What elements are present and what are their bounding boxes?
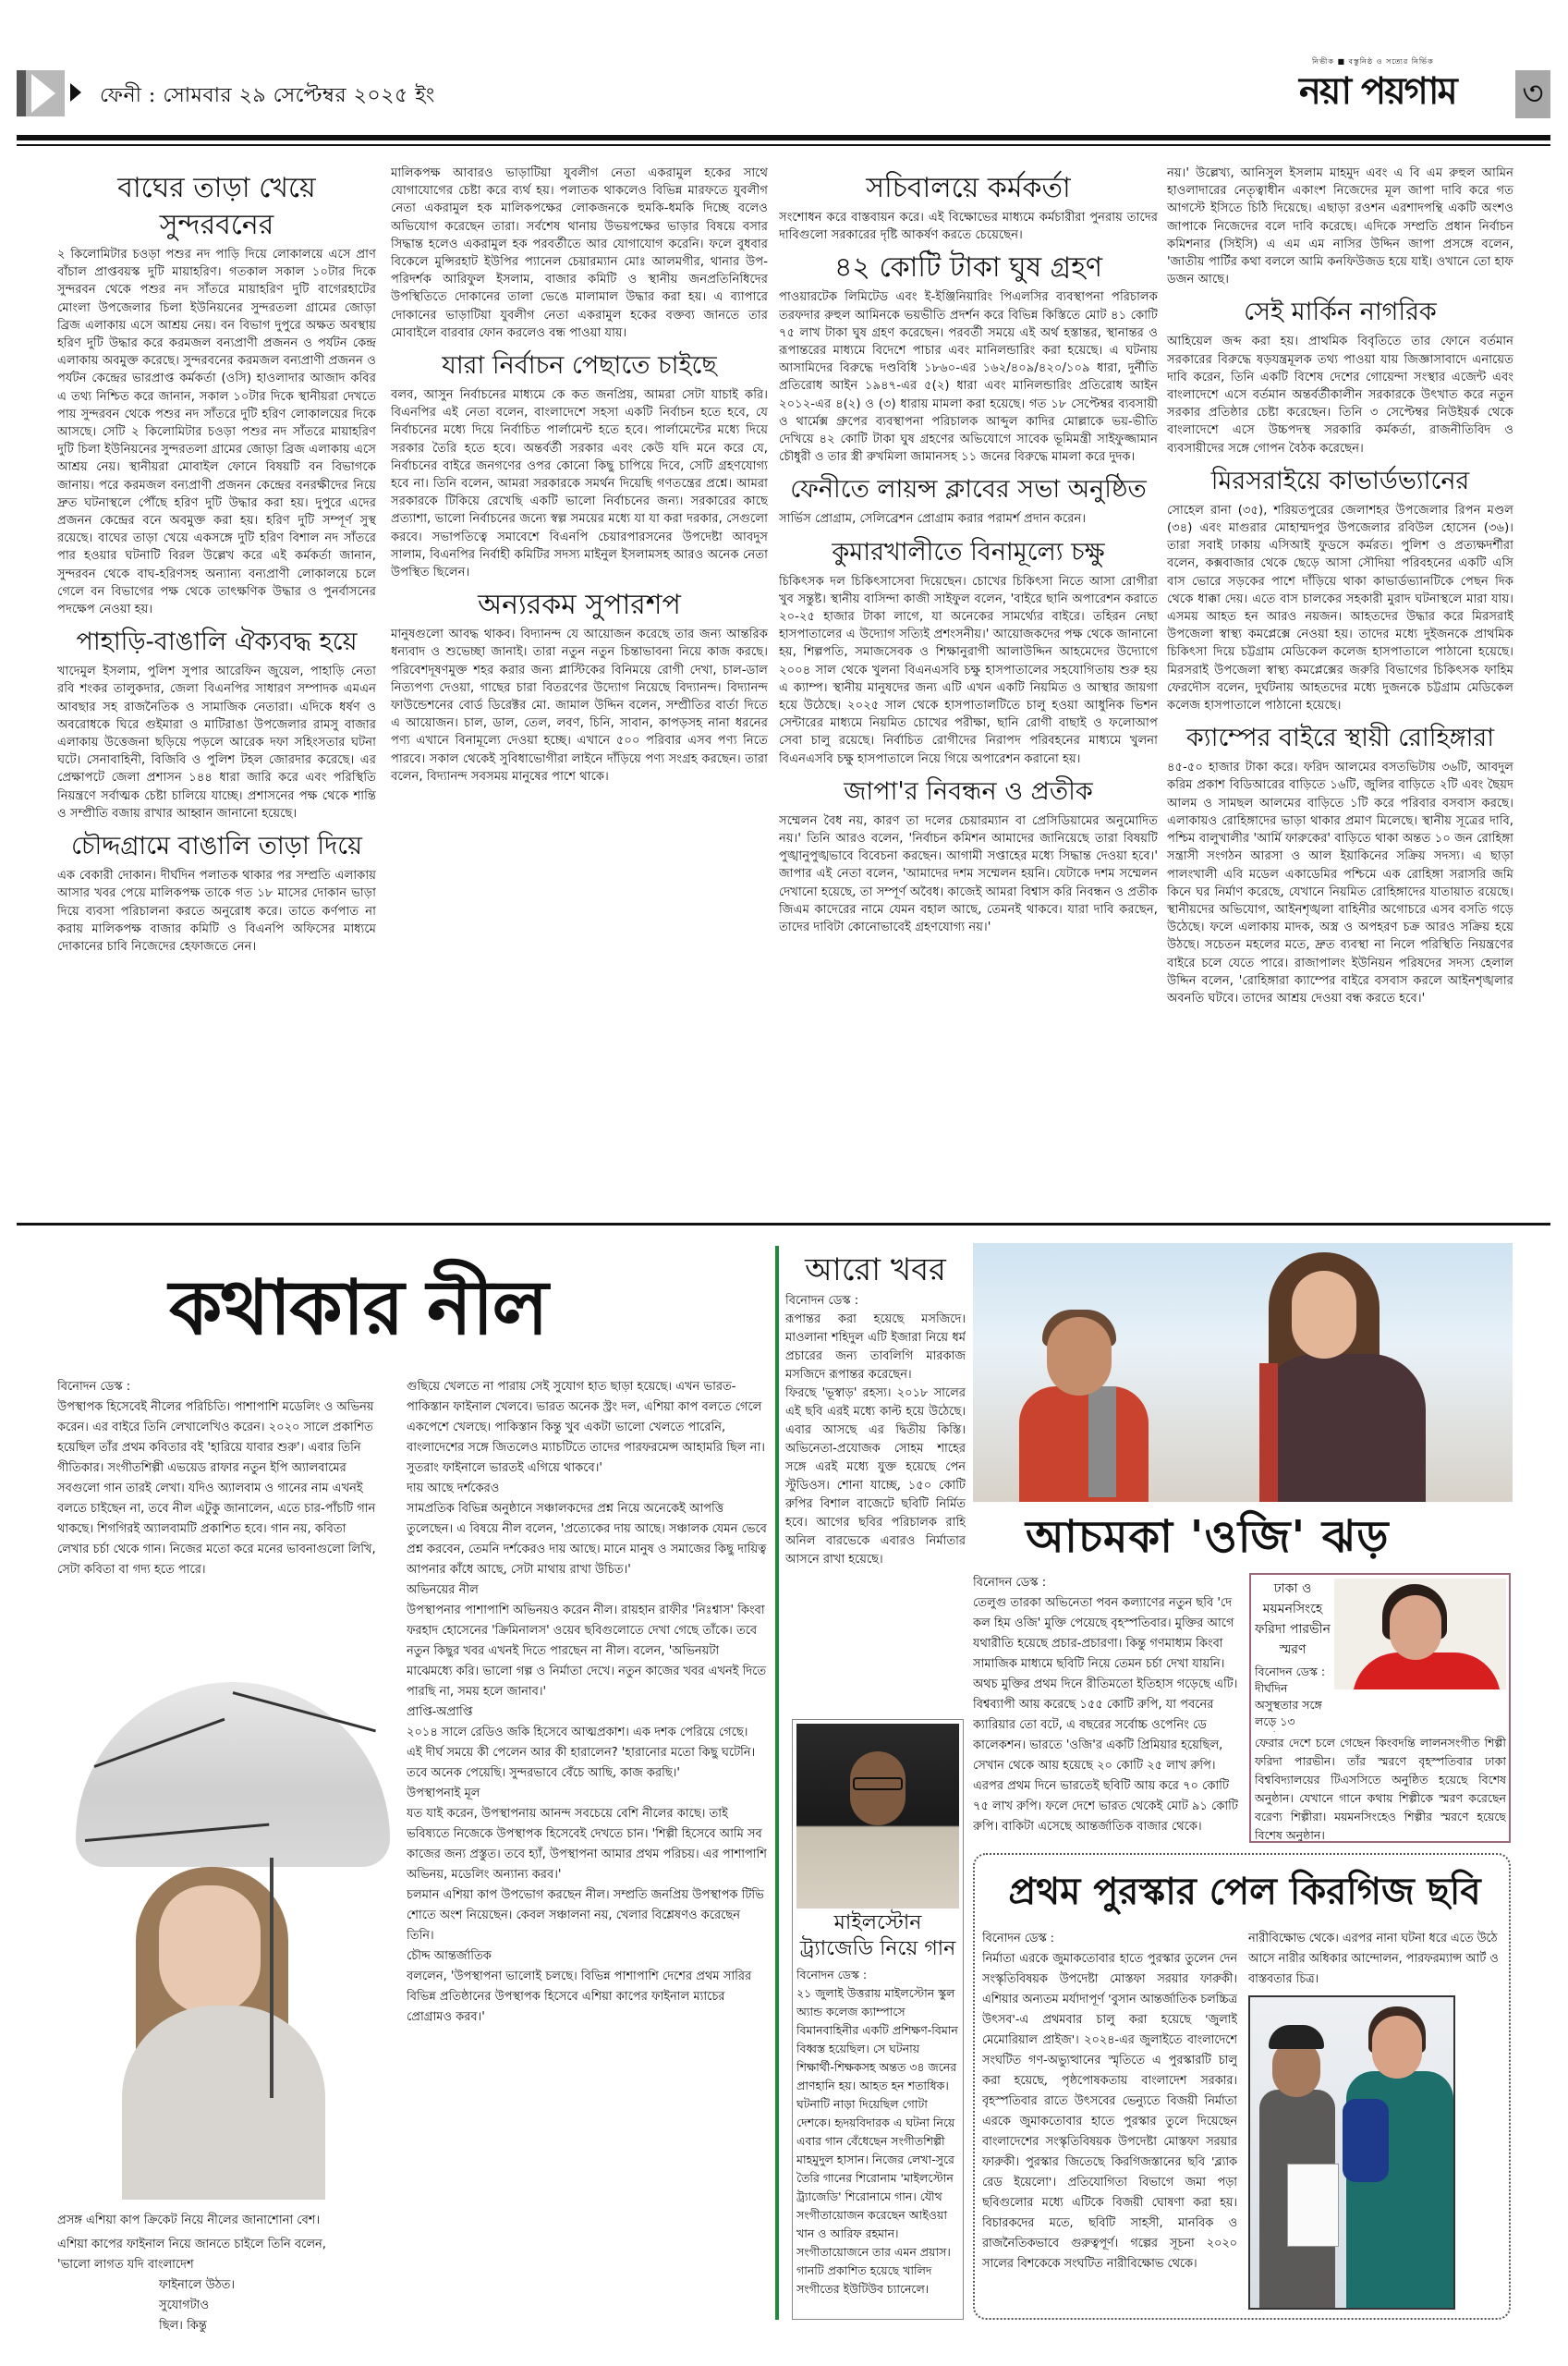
logo-name: নয়া পয়গাম bbox=[1299, 69, 1456, 113]
caption-line: এশিয়া কাপের ফাইনাল নিয়ে জানতে চাইলে তিনি বলেন, bbox=[57, 2238, 326, 2251]
headline-supershop: অন্যরকম সুপারশপ bbox=[478, 589, 681, 622]
photo-actress bbox=[1232, 1252, 1453, 1502]
desk-label: বিনোদন ডেস্ক : bbox=[1255, 1665, 1326, 1678]
article-rohingya-body: ৪৫-৫০ হাজার টাকা করে। ফরিদ আলমের বসতভিটায় ৩৬টি, আবদুল করিম প্রকাশ বিডিআরের বাড়িতে ১৬টি, জুলির বাড়িতে ২টি এবং ছৈয়দ আলম ও সামছল আলমের বাড়িতে ১টি করে পরিবার বসবাস করছে। এলাকায়ও রোহিঙ্গাদের ভাড়া থাকার প্রমাণ মিলেছে। স্থানীয় সূত্রের দাবি, পশ্চিম বালুখালীর 'আর্মি ফারুকের' বাড়িতে থাকা অন্তত ১০ জন রোহিঙ্গা সন্ত্রাসী সংগঠন আরসা ও আল ইয়াকিনের সক্রিয় সদস্য। এ ছাড়া পালংখালী এবি মডেল একাডেমির পশ্চিমে এক রোহিঙ্গা সরাসরি জমি কিনে ঘর নির্মাণ করেছে, যেখানে নিয়মিত রোহিঙ্গাদের যাতায়াত রয়েছে। স্থানীয়দের অভিযোগ, আইনশৃঙ্খলা বাহিনীর অগোচরে এসব বসতি গড়ে উঠেছে। ফলে এলাকায় মাদক, অস্ত্র ও অপহরণ চক্র আরও সক্রিয় হয়ে উঠছে। সচেতন মহলের মতে, দ্রুত ব্যবস্থা না নিলে পরিস্থিতি নিয়ন্ত্রণের বাইরে চলে যেতে পারে। রাজাপালং ইউনিয়ন পরিষদের সদস্য হেলাল উদ্দিন বলেন, 'রোহিঙ্গারা ক্যাম্পের বাইরে বসবাস করলে আইনশৃঙ্খলার অবনতি ঘটবে। তাদের আশ্রয় দেওয়া বন্ধ করতে হবে।' bbox=[1167, 761, 1513, 1006]
headline-kyrgyz-prize: প্রথম পুরস্কার পেল কিরগিজ ছবি bbox=[1008, 1870, 1481, 1913]
aro-khobor-para-tumbbad: ফিরছে 'ভূস্বাড়' রহস্য। ২০১৮ সালের এই ছবি এরই মধ্যে কাল্ট হয়ে উঠেছে। এবার আসছে এর দ্বিতীয় কিস্তি। অভিনেতা-প্রযোজক সোহম শাহের সঙ্গে এরই মধ্যে যুক্ত হয়েছে পেন স্টুডিওস। শোনা যাচ্ছে, ১৫০ কোটি রুপির বিশাল বাজেটে ছবিটি নির্মিত হবে। আগের ছবির পরিচালক রাহি অনিল বারভেকে এবারও নির্মাতার আসনে রাখা হয়েছে। bbox=[785, 1386, 966, 1567]
column-1 bbox=[57, 165, 376, 1218]
article-pahari-body: খাদেমুল ইসলাম, পুলিশ সুপার আরেফিন জুয়েল, পাহাড়ি নেতা রবি শংকর তালুকদার, জেলা বিএনপির সাধারণ সম্পাদক এমএন আবছার সহ রাজনৈতিক ও সামাজিক নেতারা। এদিকে ধর্ষণ ও অবরোধকে ঘিরে গুইমারা ও মাটিরাঙা উপজেলার রামসু বাজার এলাকায় উত্তেজনা ছড়িয়ে পড়লে আরেক দফা সহিংসতার ঘটনা ঘটে। সেনাবাহিনী, বিজিবি ও পুলিশ টহল জোরদার করেছে। এর প্রেক্ষাপটে জেলা প্রশাসন ১৪৪ ধারা জারি করে এবং পরিস্থিতি নিয়ন্ত্রণে সর্বাত্মক চেষ্টা চালিয়ে যাচ্ছে। প্রশাসনের পক্ষ থেকে শান্তি ও সম্প্রীতি বজায় রাখার আহ্বান জানানো হয়েছে। bbox=[57, 665, 376, 821]
milestone-body bbox=[796, 1966, 959, 2315]
milestone-para: ২১ জুলাই উত্তরায় মাইলস্টোন স্কুল অ্যান্ড কলেজ ক্যাম্পাসে বিমানবাহিনীর একটি প্রশিক্ষণ-বিমান বিধ্বস্ত হয়েছিল। সে ঘটনায় শিক্ষার্থী-শিক্ষকসহ অন্তত ৩৪ জনের প্রাণহানি হয়। আহত হন শতাধিক। ঘটনাটি নাড়া দিয়েছিল গোটা দেশকে। হৃদয়বিদারক এ ঘটনা নিয়ে এবার গান বেঁধেছেন সংগীতশিল্পী মাহমুদুল হাসান। নিজের লেখা-সুরে তৈরি গানের শিরোনাম 'মাইলস্টোন ট্র্যাজেডি' শিরোনামে গান। যৌথ সংগীতায়োজন করেছেন আইওয়া খান ও আরিফ রহমান। সংগীতায়োজনে তার এমন প্রয়াস। গানটি প্রকাশিত হয়েছে খালিদ সংগীতের ইউটিউব চ্যানেলে। bbox=[796, 1986, 958, 2296]
article-bribe-body: পাওয়ারটেক লিমিটেড এবং ই-ইঞ্জিনিয়ারিং পিএলসির ব্যবস্থাপনা পরিচালক তরফদার রুহুল আমিনকে ভয়ভীতি প্রদর্শন করে বিভিন্ন কিস্তিতে মোট ৪১ কোটি ৭৫ লাখ টাকা ঘুষ গ্রহণ করেছেন। পরবর্তী সময়ে এই অর্থ হস্তান্তর, স্থানান্তর ও রূপান্তরের মাধ্যমে বিদেশে পাচার এবং মানিলন্ডারিং করা হয়েছে। এ ঘটনায় আসামিদের বিরুদ্ধে দণ্ডবিধি ১৮৬০-এর ১৬২/৪০৯/৪২০/১০৯ ধারা, দুর্নীতি প্রতিরোধ আইন ১৯৪৭-এর ৫(২) ধারা এবং মানিলন্ডারিং প্রতিরোধ আইন ২০১২-এর ৪(২) ও (৩) ধারায় মামলা করা হয়েছে। গত ১৮ সেপ্টেম্বর ব্যবসায়ী ও থার্মেক্স গ্রুপের ব্যবস্থাপনা পরিচালক আব্দুল কাদির মোল্লাকে ভয়-ভীতি দেখিয়ে ৪২ কোটি টাকা ঘুষ গ্রহণের অভিযোগে সাবেক ভূমিমন্ত্রী সাইফুজ্জামান চৌধুরী ও তার স্ত্রী রুখমিলা জামানসহ ১১ জনের বিরুদ্ধে মামলা করে দুদক। bbox=[779, 290, 1158, 465]
headline-rohingya: ক্যাম্পের বাইরে স্থায়ী রোহিঙ্গারা bbox=[1185, 724, 1495, 753]
photo-presenter-cap bbox=[1269, 2025, 1324, 2049]
photo-face bbox=[159, 1885, 261, 2015]
newspaper-logo bbox=[1292, 57, 1513, 113]
headline-bribe: ৪২ কোটি টাকা ঘুষ গ্রহণ bbox=[833, 251, 1103, 285]
photo-actor bbox=[1010, 1317, 1149, 1502]
photo-winner-bouquet bbox=[1343, 2099, 1389, 2182]
headline-farida-line1: ঢাকা ও ময়মনসিংহে bbox=[1262, 1581, 1323, 1616]
headline-japa: জাপা'র নিবন্ধন ও প্রতীক bbox=[844, 776, 1093, 806]
photo-singer bbox=[796, 1724, 959, 1909]
kathakar-hosting: বললেন, 'উপস্থাপনা ভালোই চলছে। বিভিন্ন পাশাপাশি দেশের প্রথম সারির বিভিন্ন প্রতিষ্ঠানের উপস্থাপক হিসেবে এশিয়া কাপের ফাইনাল ম্যাচের প্রোগ্রামও করব।' bbox=[407, 1970, 752, 2024]
photo-farida-head bbox=[1390, 1595, 1441, 1660]
milestone-box bbox=[792, 1719, 964, 2320]
headline-farida bbox=[1255, 1579, 1331, 1660]
headline-milestone-line2: ট্র্যাজেডি নিয়ে গান bbox=[799, 1937, 956, 1960]
farida-body-a bbox=[1255, 1664, 1332, 1732]
headline-chauddagram: চৌদ্দগ্রামে বাঙালি তাড়া দিয়ে bbox=[70, 832, 363, 861]
desk-label: বিনোদন ডেস্ক : bbox=[796, 1968, 868, 1982]
photo-actor-body bbox=[1019, 1386, 1149, 1502]
photo-winner bbox=[1343, 2006, 1453, 2310]
achomka-body bbox=[973, 1573, 1241, 1847]
kathakar-audience: সামপ্রতিক বিভিন্ন অনুষ্ঠানে সঞ্চালকদের প্রশ্ন নিয়ে অনেকেই আপত্তি তুলেছেন। এ বিষয়ে নীল বলেন, 'প্রত্যেকের দায় আছে। সঞ্চালক যেমন ভেবে প্রশ্ন করবেন, তেমনি দর্শকেরও দায় আছে। মানে মানুষ ও সমাজের কিছু দায়িত্ব আপনার কাঁধে আছে, সেটা মাথায় রাখা উচিত।' bbox=[407, 1502, 767, 1577]
kathakar-subhead-gains: প্রাপ্তি-অপ্রাপ্তি bbox=[407, 1705, 473, 1719]
headline-secretariat: সচিবালয়ে কর্মকর্তা bbox=[866, 172, 1071, 204]
logo-tagline: নিভীক ■ বস্তুনিষ্ঠ ও সত্যের নির্ভিক bbox=[1312, 57, 1434, 66]
kathakar-acting: উপস্থাপনার পাশাপাশি অভিনয়ও করেন নীল। রায়হান রাফীর 'নিঃশ্বাস' কিংবা ফরহাদ হোসেনের 'ক্রিমিনালস' ওয়েব ছবিগুলোতে দেখা গেছে তাঁকে। তবে নতুন কিছুর খবর এখনই দিতে পারছেন না নীল। বলেন, 'অভিনয়টা মাঝেমধ্যে করি। ভালো গল্প ও নির্মাতা দেখে। নতুন কাজের খবর এখনই দিতে পারছি না, সময় হলে জানাব।' bbox=[407, 1604, 767, 1699]
photo-actress-head bbox=[1292, 1271, 1356, 1359]
masthead-rule bbox=[17, 135, 1550, 140]
caption-line: সুযোগটাও bbox=[159, 2299, 210, 2312]
kathakar-column-2 bbox=[407, 1377, 767, 2311]
kathakar-gains: ২০১৪ সালে রেডিও জকি হিসেবে আত্মপ্রকাশ। এক দশক পেরিয়ে গেছে। এই দীর্ঘ সময়ে কী পেলেন আর কী হারালেন? 'হারানোর মতো কিছু ঘটেনি। তবে অনেক পেয়েছি। সুন্দরভাবে বেঁচে আছি, কাজ করছি।' bbox=[407, 1726, 756, 1780]
green-divider bbox=[775, 1246, 779, 2320]
headline-aro-khobor: আরো খবর bbox=[805, 1251, 946, 1288]
photo-actor-head bbox=[1047, 1317, 1112, 1396]
kathakar-column-1 bbox=[57, 1377, 376, 1673]
kathakar-subhead-audience: দায় আছে দর্শকেরও bbox=[407, 1482, 500, 1495]
aro-khobor-para-mosque: রূপান্তর করা হয়েছে মসজিদে। মাওলানা শহিদুল এটি ইজারা নিয়ে ধর্ম প্রচারের জন্য তাবলিগি মারকাজ মসজিদে রূপান্তর করেছেন। bbox=[785, 1312, 966, 1382]
headline-kathakar-neel: কথাকার নীল bbox=[169, 1263, 547, 1352]
umbrella-shape bbox=[76, 1682, 390, 1867]
desk-label: বিনোদন ডেস্ক : bbox=[57, 1380, 131, 1394]
article-eye-camp-body: চিকিৎসক দল চিকিৎসাসেবা দিয়েছেন। চোখের চিকিৎসা নিতে আসা রোগীরা খুব সন্তুষ্ট। স্থানীয় বাসিন্দা কাজী সাইফুল বলেন, 'বাইরে ছানি অপারেশন করাতে ২০-২৫ হাজার টাকা লাগে, যা অনেকের সামর্থ্যের বাইরে। তহিরন নেছা হাসপাতালের এ উদ্যোগ সত্যিই প্রশংসনীয়।' আয়োজকদের পক্ষ থেকে জানানো হয়, শিল্পপতি, সমাজসেবক ও শিক্ষানুরাগী আলাউদ্দিন আহমেদের উদ্যোগে ২০০৪ সাল থেকে খুলনা বিএনএসবি চক্ষু হাসপাতালের সহযোগিতায় শুরু হয় এ ক্যাম্প। স্থানীয় মানুষদের জন্য এটি এখন একটি নিয়মিত ও আস্থার জায়গা হয়ে উঠেছে। ২০২৫ সাল থেকে হাসপাতালটিতে চালু হওয়া আধুনিক ভিশন সেন্টারের মাধ্যমে নিয়মিত চোখের পরীক্ষা, ছানি রোগী বাছাই ও ফলোআপ সেবা চালু রয়েছে। নির্বাচিত রোগীদের নিরাপদ পরিবহনের মাধ্যমে খুলনা বিএনএসবি চক্ষু হাসপাতালে নিয়ে গিয়ে অপারেশন করানো হয়। bbox=[779, 574, 1158, 766]
headline-pahari: পাহাড়ি-বাঙালি ঐক্যবদ্ধ হয়ে bbox=[76, 628, 358, 657]
photo-actress-saree bbox=[1259, 1354, 1426, 1502]
article-deer-body: ২ কিলোমিটার চওড়া পশুর নদ পাড়ি দিয়ে লোকালয়ে এসে প্রাণ বাঁচাল প্রাপ্তবয়স্ক দুটি মায়াহরিণ। গতকাল সকাল ১০টার দিকে সুন্দরবন থেকে পশুর নদ সাঁতরে মায়াহরিণ দুটি বাগেরহাটের মোংলা উপজেলার চিলা ইউনিয়নের সুন্দরতলা গ্রামের জোড়া ব্রিজ এলাকায় এসে আশ্রয় নেয়। বন বিভাগ দুপুরে অক্ষত অবস্থায় হরিণ দুটি উদ্ধার করে করমজল বন্যপ্রাণী প্রজনন ও পর্যটন কেন্দ্র এলাকায় অবমুক্ত করেছে। সুন্দরবনের করমজল বন্যপ্রাণী প্রজনন ও পর্যটন কেন্দ্রের ভারপ্রাপ্ত কর্মকর্তা (ওসি) হাওলাদার আজাদ কবির এ তথ্য নিশ্চিত করে জানান, সকাল ১০টার দিকে স্থানীয়রা দেখতে পায় সুন্দরবন থেকে পশুর নদ সাঁতরে দুটি হরিণ লোকালয়ের দিকে আসছে। সেটি ২ কিলোমিটার চওড়া পশুর নদ সাঁতরে মায়াহরিণ দুটি চিলা ইউনিয়নের সুন্দরতলা গ্রামের জোড়া ব্রিজ এলাকায় এসে আশ্রয় নেয়। স্থানীয়রা মোবাইল ফোনে বিষয়টি বন বিভাগকে জানায়। পরে করমজল বন্যপ্রাণী প্রজনন কেন্দ্রের বনরক্ষীদের নিয়ে দ্রুত ঘটনাস্থলে পৌঁছে হরিণ দুটি উদ্ধার করা হয়। দুপুরে এদের প্রজনন কেন্দ্রের বনে অবমুক্ত করা হয়। হরিণ দুটি সম্পূর্ণ সুস্থ রয়েছে। বাঘের তাড়া খেয়ে একসঙ্গে দুটি হরিণ বিশাল নদ সাঁতরে পার হওয়ার ঘটনাটি বিরল উল্লেখ করে এই কর্মকর্তা জানান, সুন্দরবন থেকে বাঘ-হরিণসহ অন্যান্য বন্যপ্রাণী লোকালয়ে চলে গেলে বন বিভাগের পক্ষ থেকে তাৎক্ষণিক উদ্ধার ও পুনর্বাসনের পদক্ষেপ নেওয়া হয়। bbox=[57, 248, 376, 617]
article-secretariat-body: সংশোধন করে বাস্তবায়ন করে। এই বিক্ষোভের মাধ্যমে কর্মচারীরা পুনরায় তাদের দাবিগুলো সরকারের দৃষ্টি আকর্ষণ করতে চেয়েছেন। bbox=[779, 211, 1158, 243]
headline-deer: বাঘের তাড়া খেয়ে সুন্দরবনের bbox=[117, 172, 316, 241]
date-line: ফেনী : সোমবার ২৯ সেপ্টেম্বর ২০২৫ ইং bbox=[100, 84, 435, 107]
aro-khobor-body bbox=[785, 1292, 966, 1714]
headline-achomka-og: আচমকা 'ওজি' ঝড় bbox=[1026, 1511, 1390, 1563]
headline-milestone-line1: মাইলস্টোন bbox=[833, 1911, 922, 1934]
column-3 bbox=[779, 165, 1158, 1218]
achomka-para: তেলুগু তারকা অভিনেতা পবন কল্যাণের নতুন ছবি 'দে কল হিম ওজি' মুক্তি পেয়েছে বৃহস্পতিবার। মুক্তির আগে যথারীতি হয়েছে প্রচার-প্রচারণা। কিন্তু গণমাধ্যম কিংবা সামাজিক মাধ্যমে ছবিটি নিয়ে তেমন চর্চা দেখা যায়নি। অথচ মুক্তির প্রথম দিনে রীতিমতো ইতিহাস গড়েছে এটি। বিশ্বব্যাপী আয় করেছে ১৫৫ কোটি রুপি, যা পবনের ক্যারিয়ার তো বটে, এ বছরের সর্বোচ্চ ওপেনিং ডে কালেকশন। ভারতে 'ওজি'র একটি প্রিমিয়ার হয়েছিল, সেখান থেকে আয় হয়েছে ২০ কোটি ২৫ লাখ রুপি। এরপর প্রথম দিনে ভারতেই ছবিটি আয় করে ৭০ কোটি ৭৫ লাখ রুপি। ফলে দেশে ভারত থেকেই মোট ৯১ কোটি রুপি। বাকিটা এসেছে আন্তর্জাতিক বাজার থেকে। bbox=[973, 1596, 1238, 1834]
page-number: ৩ bbox=[1515, 70, 1550, 118]
kathakar-intro: উপস্থাপক হিসেবেই নীলের পরিচিতি। পাশাপাশি মডেলিং ও অভিনয় করেন। এর বাইরে তিনি লেখালেখিও করেন। ২০২০ সালে প্রকাশিত হয়েছিল তাঁর প্রথম কবিতার বই 'হারিয়ে যাবার শুরু'। এবার তিনি গীতিকার। সংগীতশিল্পী এভয়েড রাফার নতুন ইপি অ্যালবামের সবগুলো গান তারই লেখা। যদিও অ্যালবাম ও গানের নাম এখনই বলতে চাইছেন না, তবে নীল এটুকু জানালেন, এতে চার-পাঁচটি গান থাকছে। শিগগিরই অ্যালবামটি প্রকাশিত হবে। গান নয়, কবিতা লেখার চর্চা থেকে গান। নিজের মতো করে মনের ভাবনাগুলো লিখি, সেটা কবিতা বা গদ্য হতে পারে। bbox=[57, 1400, 376, 1577]
photo-farida-saree bbox=[1353, 1653, 1501, 1689]
farida-body-b: ফেরার দেশে চলে গেছেন কিংবদন্তি লালনসংগীত শিল্পী ফরিদা পারভীন। তাঁর স্মরণে বৃহস্পতিবার ঢাকা বিশ্ববিদ্যালয়ের টিএসসিতে অনুষ্ঠিত হয়েছে বিশেষ অনুষ্ঠান। যেখানে গানে কথায় শিল্পীকে স্মরণ করেছেন বরেণ্য শিল্পীরা। ময়মনসিংহেও শিল্পীর স্মরণে হয়েছে বিশেষ অনুষ্ঠান। bbox=[1255, 1736, 1506, 1841]
farida-para-a: দীর্ঘদিন অসুস্থতার সঙ্গে লড়ে ১৩ bbox=[1255, 1681, 1322, 1728]
caption-line: 'ভালো লাগত যদি বাংলাদেশ bbox=[57, 2258, 194, 2272]
article-us-citizen-body: আহিয়েল জব্দ করা হয়। প্রাথমিক বিবৃতিতে তার ফোনে বর্তমান সরকারের বিরুদ্ধে ষড়যন্ত্রমূলক তথ্য পাওয়া যায় জিজ্ঞাসাবাদে এনায়েত দাবি করেন, তিনি একটি বিশেষ দেশের গোয়েন্দা সংস্থার এজেন্ট এবং বাংলাদেশে এসে বর্তমান অন্তর্বর্তীকালীন সরকারকে উৎখাত করে নতুন সরকার প্রতিষ্ঠার চেষ্টা করেছেন। তিনি ৩ সেপ্টেম্বর নিউইয়র্ক থেকে বাংলাদেশে এসে উচ্চপদস্থ সরকারি কর্মকর্তা, রাজনীতিবিদ ও ব্যবসায়ীদের সঙ্গে গোপন বৈঠক করেছেন। bbox=[1167, 335, 1513, 456]
photo-woman-umbrella bbox=[57, 1682, 399, 2200]
article-continued-body: মালিকপক্ষ আবারও ভাড়াটিয়া যুবলীগ নেতা একরামুল হকের সাথে যোগাযোগের চেষ্টা করে ব্যর্থ হয়। পলাতক থাকলেও বিভিন্ন মারফতে যুবলীগ নেতা একরামুল হক মালিকপক্ষের লোকজনকে হুমকি-ধমকি দিচ্ছে বলেও অভিযোগ করেছেন তারা। সর্বশেষ থানায় উভয়পক্ষের ভাড়ার বিষয়ে বসার সিদ্ধান্ত হলেও একরামুল হক পরবর্তীতে আর যোগাযোগ করেনি। ফলে বুধবার বিকেলে মুন্সিরহাট ইউপির প্যানেল চেয়ারম্যান মোঃ আলমগীর, থানার উপ-পরিদর্শক আরিফুল ইসলাম, বাজার কমিটি ও স্থানীয় জনপ্রতিনিধিদের উপস্থিতিতে দোকানের তালা ভেঙে মালামাল উদ্ধার করা হয়। এ ব্যাপারে দোকানের ভাড়াটিয়া যুবলীগ নেতা একরামুল হকের বক্তব্য জানতে তার মোবাইলে বারবার ফোন করলেও বন্ধ পাওয়া যায়। bbox=[391, 166, 768, 340]
kathakar-hosting-main: যত যাই করেন, উপস্থাপনায় আনন্দ সবচেয়ে বেশি নীলের কাছে। তাই ভবিষ্যতে নিজেকে উপস্থাপক হিসেবেই দেখতে চান। 'শিল্পী হিসেবে আমি সব কাজের জন্য প্রস্তুত। তবে হ্যাঁ, উপস্থাপনা আমার প্রথম পরিচয়। এর পাশাপাশি অভিনয়, মডেলিং অন্যান্য করব।' bbox=[407, 1807, 767, 1882]
desk-label: বিনোদন ডেস্ক : bbox=[785, 1294, 859, 1308]
masthead-bar-icon bbox=[17, 70, 26, 116]
photo-actor-scarf bbox=[1088, 1386, 1116, 1497]
caption-line: ফাইনালে উঠত। bbox=[159, 2278, 236, 2292]
headline-milestone bbox=[793, 1910, 963, 1962]
headline-eye-camp: কুমারখালীতে বিনামূল্যে চক্ষু bbox=[832, 537, 1105, 567]
headline-mirsarai: মিরসরাইয়ে কাভার্ডভ্যানের bbox=[1210, 466, 1470, 495]
desk-label: বিনোদন ডেস্ক : bbox=[973, 1576, 1047, 1590]
section-divider bbox=[17, 1223, 1550, 1226]
masthead-rule-thin bbox=[17, 144, 1550, 146]
article-supershop-body: মানুষগুলো আবদ্ধ থাকব। বিদ্যানন্দ যে আয়োজন করেছে তার জন্য আন্তরিক ধন্যবাদ ও শুভেচ্ছা জানাই। তারা নতুন নতুন চিন্তাভাবনা নিয়ে কাজ করছে। পরিবেশদূষণমুক্ত শহর করার জন্য প্লাস্টিকের বিনিময়ে রোগী দেখা, চাল-ডাল নিত্যপণ্য দেওয়া, গাছের চারা বিতরণের উদ্যোগ নিয়েছে বিদ্যানন্দ। বিদ্যানন্দ ফাউন্ডেশনের বোর্ড ডিরেক্টর মো. জামাল উদ্দিন বলেন, সম্প্রীতির বার্তা দিতে এ আয়োজন। চাল, ডাল, তেল, লবণ, চিনি, সাবান, কাপড়সহ নানা ধরনের পণ্য এখানে বিনামূল্যে দেওয়া হচ্ছে। এখানে ৫০০ পরিবার এসব পণ্য নিতে পারবে। সকাল থেকেই সুবিধাভোগীরা লাইনে দাঁড়িয়ে পণ্য সংগ্রহ করছেন। তারা বলেন, বিদ্যানন্দ সবসময় মানুষের পাশে থাকে। bbox=[391, 628, 768, 784]
photo-singer-glasses bbox=[853, 1777, 903, 1790]
masthead bbox=[0, 55, 1568, 157]
article-mirsarai-body: সোহেল রানা (৩৫), শরিয়তপুরের জেলাশহর উপজেলার রিপন মণ্ডল (৩৪) এবং মাগুরার মোহাম্মদপুর উপজেলার রবিউল হোসেন (৩৬)। তারা সবাই ঢাকায় এসিআই ফুডসে কর্মরত। পুলিশ ও প্রত্যক্ষদর্শীরা বলেন, কক্সবাজার থেকে ছেড়ে আসা সৌদিয়া পরিবহনের একটি এসি বাস ভোরে সড়কের পাশে দাঁড়িয়ে থাকা কাভার্ডভ্যানটিকে পেছন দিক থেকে ধাক্কা দেয়। এতে বাস চালকের সহকারী মুরাদ ঘটনাস্থলে মারা যায়। এসময় আহত হন আরও নয়জন। আহতদের উদ্ধার করে মিরসরাই উপজেলা স্বাস্থ্য কমপ্লেক্সে নেওয়া হয়। তাদের মধ্যে দুইজনকে প্রাথমিক চিকিৎসা দিয়ে চট্টগ্রাম মেডিকেল কলেজ হাসপাতালে পাঠানো হয়েছে। মিরসরাই উপজেলা স্বাস্থ্য কমপ্লেক্সের জরুরি বিভাগের চিকিৎসক ফাহিম ফেরদৌস বলেন, দুর্ঘটনায় আহতদের মধ্যে দুজনকে চট্টগ্রাম মেডিকেল কলেজ হাসপাতালে পাঠানো হয়েছে। bbox=[1167, 503, 1513, 713]
column-4 bbox=[1167, 165, 1513, 1218]
kathakar-subhead-intl: চৌদ্দ আন্তর্জাতিক bbox=[407, 1949, 492, 1963]
masthead-arrow-icon bbox=[26, 70, 65, 116]
headline-farida-line2: ফরিদা পারভীন স্মরণ bbox=[1255, 1622, 1331, 1657]
prize-column-2: নারীবিক্ষোভ থেকে। এরপর নানা ঘটনা ধরে এতে উঠে আসে নারীর অধিকার আন্দোলন, পারফরম্যান্স আর্ট ও বাস্তবতার চিত্র। bbox=[1248, 1932, 1499, 1986]
kathakar-asia-cup: চলমান এশিয়া কাপ উপভোগ করছেন নীল। সম্প্রতি জনপ্রিয় উপস্থাপক টিভি শোতে অংশ নিয়েছেন। কেবল সঞ্চালনা নয়, খেলার বিশ্লেষণও করেছেন তিনি। bbox=[407, 1888, 764, 1943]
farida-box bbox=[1249, 1573, 1511, 1843]
photo-farida bbox=[1334, 1579, 1506, 1689]
caption-line: ছিল। কিন্তু bbox=[159, 2319, 207, 2333]
headline-lions-club: ফেনীতে লায়ন্স ক্লাবের সভা অনুষ্ঠিত bbox=[790, 475, 1147, 505]
prize-para: নির্মাতা এরকে জুমাকতোবার হাতে পুরস্কার তুলেন দেন সংস্কৃতিবিষয়ক উপদেষ্টা মোস্তফা সরয়ার ফারুকী। এশিয়ার অন্যতম মর্যাদাপূর্ণ 'বুসান আন্তর্জাতিক চলচ্চিত্র উৎসব'-এ প্রথমবার চালু করা হয়েছে 'জুলাই মেমোরিয়াল প্রাইজ'। ২০২৪-এর জুলাইতে বাংলাদেশে সংঘটিত গণ-অভ্যুত্থানের স্মৃতিতে এ পুরস্কারটি চালু করা হয়েছে, পৃষ্ঠপোষকতায় বাংলাদেশ সরকার। বৃহস্পতিবার রাতে উৎসবের ভেন্যুতে বিজয়ী নির্মাতা এরকে জুমাকতোবার হাতে পুরস্কার তুলে দিয়েছেন বাংলাদেশের সংস্কৃতিবিষয়ক উপদেষ্টা মোস্তফা সরয়ার ফারুকী। পুরস্কার জিতেছে কিরগিজস্তানের ছবি 'ব্ল্যাক রেড ইয়েলো'। প্রতিযোগিতা বিভাগে জমা পড়া ছবিগুলোর মধ্যে এটিকে বিজয়ী ঘোষণা করা হয়। বিচারকদের মতে, ছবিটি সাহসী, মানবিক ও রাজনৈতিকভাবে গুরুত্বপূর্ণ। গল্পের সূচনা ২০২০ সালের বিশকেকে সংঘটিত নারীবিক্ষোভ থেকে। bbox=[982, 1952, 1237, 2271]
article-japa-continued: নয়।' উল্লেখ্য, আনিসুল ইসলাম মাহমুদ এবং এ বি এম রুহুল আমিন হাওলাদারের নেতৃত্বাধীন একাংশ নিজেদের মূল জাপা দাবি করে গত আগস্টে ইসিতে চিঠি দিয়েছে। এছাড়া রওশন এরশাদপন্থি একটি অংশও জাপাকে নিজেদের বলে দাবি করেছে। এদিকে সম্প্রতি প্রধান নির্বাচন কমিশনার (সিইসি) এ এম এম নাসির উদ্দিন জাপা প্রসঙ্গে বলেন, 'জাতীয় পার্টির কথা বললে আমি কনফিউজড হয়ে যাই। ওখানে তো হাফ ডজন আছে। bbox=[1167, 166, 1513, 287]
kathakar-caption-left: প্রসঙ্গ এশিয়া কাপ ক্রিকেট নিয়ে নীলের জানাশোনা বেশ। bbox=[57, 2214, 321, 2227]
column-2 bbox=[391, 165, 768, 1218]
masthead-triangle-icon bbox=[70, 83, 81, 102]
kathakar-final-quote: গুছিয়ে খেলতে না পারায় সেই সুযোগ হাত ছাড়া হয়েছে। এখন ভারত-পাকিস্তান ফাইনাল খেলবে। ভারত অনেক স্ট্রং দল, এশিয়া কাপ বলতে গেলে একপেশে খেলছে। পাকিস্তান কিন্তু খুব একটা ভালো খেলতে পারেনি, বাংলাদেশের সঙ্গে জিতলেও ম্যাচটিতে তাদের পারফরমেন্স আহামরি ছিল না। সুতরাং ফাইনালে ভারতই এগিয়ে থাকবে।' bbox=[407, 1380, 765, 1475]
photo-winner-head bbox=[1372, 2016, 1422, 2079]
photo-actress-border bbox=[1259, 1363, 1278, 1502]
kathakar-subhead-acting: অভিনয়ের নীল bbox=[407, 1583, 479, 1597]
umbrella-handle bbox=[270, 1858, 273, 2098]
article-lions-club-body: সার্ভিস প্রোগ্রাম, সেলিব্রেশন প্রোগ্রাম করার পরামর্শ প্রদান করেন। bbox=[779, 512, 1087, 527]
kathakar-subhead-hosting: উপস্থাপনাই মূল bbox=[407, 1787, 480, 1800]
photo-og-film bbox=[973, 1243, 1513, 1502]
photo-award-ceremony bbox=[1248, 1995, 1455, 2310]
kathakar-caption-bottom bbox=[57, 2235, 390, 2336]
article-chauddagram-body: এক বেকারী দোকান। দীর্ঘদিন পলাতক থাকার পর সম্প্রতি এলাকায় আসার খবর পেয়ে মালিকপক্ষ তাকে গত ১৮ মাসের দোকান ভাড়া দিয়ে ব্যবসা পরিচালনা করতে অনুরোধ করে। তাতে কর্ণপাত না করায় মালিকপক্ষ বাজার কমিটি ও বিএনপি অফিসের মাধ্যমে দোকানের চাবি নিজেদের হেফাজতে নেন। bbox=[57, 869, 376, 954]
prize-column-1 bbox=[982, 1929, 1237, 2313]
headline-election: যারা নির্বাচন পেছাতে চাইছে bbox=[442, 351, 717, 381]
article-election-body: বলব, আসুন নির্বাচনের মাধ্যমে কে কত জনপ্রিয়, আমরা সেটা যাচাই করি। বিএনপির এই নেতা বলেন, বাংলাদেশে সহসা একটি নির্বাচন হতে হবে, যে নির্বাচনের মধ্যে দিয়ে নির্বাচিত পার্লামেন্ট হতে হবে। পার্লামেন্টের মধ্যে দিয়ে সরকার তৈরি হতে হবে। অন্তর্বর্তী সরকার এবং কেউ যদি মনে করে যে, নির্বাচনের বাইরে জনগণের ওপর কোনো কিছু চাপিয়ে দিবে, সেটি গ্রহণযোগ্য হবে না। তিনি বলেন, আমরা সরকারকে সমর্থন দিয়েছি গণতন্ত্রের প্রশ্নে। আমরা সরকারকে টিকিয়ে রেখেছি একটি ভালো নির্বাচনের জন্য। সরকারের কাছে প্রত্যাশা, ভালো নির্বাচনের জন্যে স্বল্প সময়ের মধ্যে যা যা করা দরকার, সেগুলো করবে। সভাপতিত্বে সমাবেশে বিএনপি চেয়ারপারসনের উপদেষ্টা আবদুস সালাম, বিএনপির নির্বাহী কমিটির সদস্য মাইনুল ইসলামসহ আরও অনেক নেতা উপস্থিত ছিলেন। bbox=[391, 388, 768, 580]
prize-box bbox=[973, 1853, 1511, 2320]
desk-label: বিনোদন ডেস্ক : bbox=[982, 1932, 1054, 1945]
article-japa-body: সম্মেলন বৈধ নয়, কারণ তা দলের চেয়ারম্যান বা প্রেসিডিয়ামের অনুমোদিত নয়।' তিনি আরও বলেন, 'নির্বাচন কমিশন আমাদের জানিয়েছে তারা বিষয়টি পুঙ্খানুপুঙ্খভাবে বিবেচনা করছেন। আগামী সপ্তাহের মধ্যে সিদ্ধান্ত দেওয়া হবে।' জাপার এই নেতা বলেন, 'আমাদের দশম সম্মেলন হয়নি। যেটাকে দশম সম্মেলন দেখানো হয়েছে, তা সম্পূর্ণ অবৈধ। কাজেই আমরা বিশ্বাস করি নিবন্ধন ও প্রতীক জিএম কাদেরের নামে যেমন বহাল আছে, তেমনই থাকবে। যারা দাবি করছেন, তাদের দাবিটা কোনোভাবেই গ্রহণযোগ্য নয়।' bbox=[779, 813, 1158, 935]
photo-certificate bbox=[1287, 2164, 1339, 2247]
headline-us-citizen: সেই মার্কিন নাগরিক bbox=[1244, 298, 1437, 327]
photo-body bbox=[122, 2006, 325, 2200]
